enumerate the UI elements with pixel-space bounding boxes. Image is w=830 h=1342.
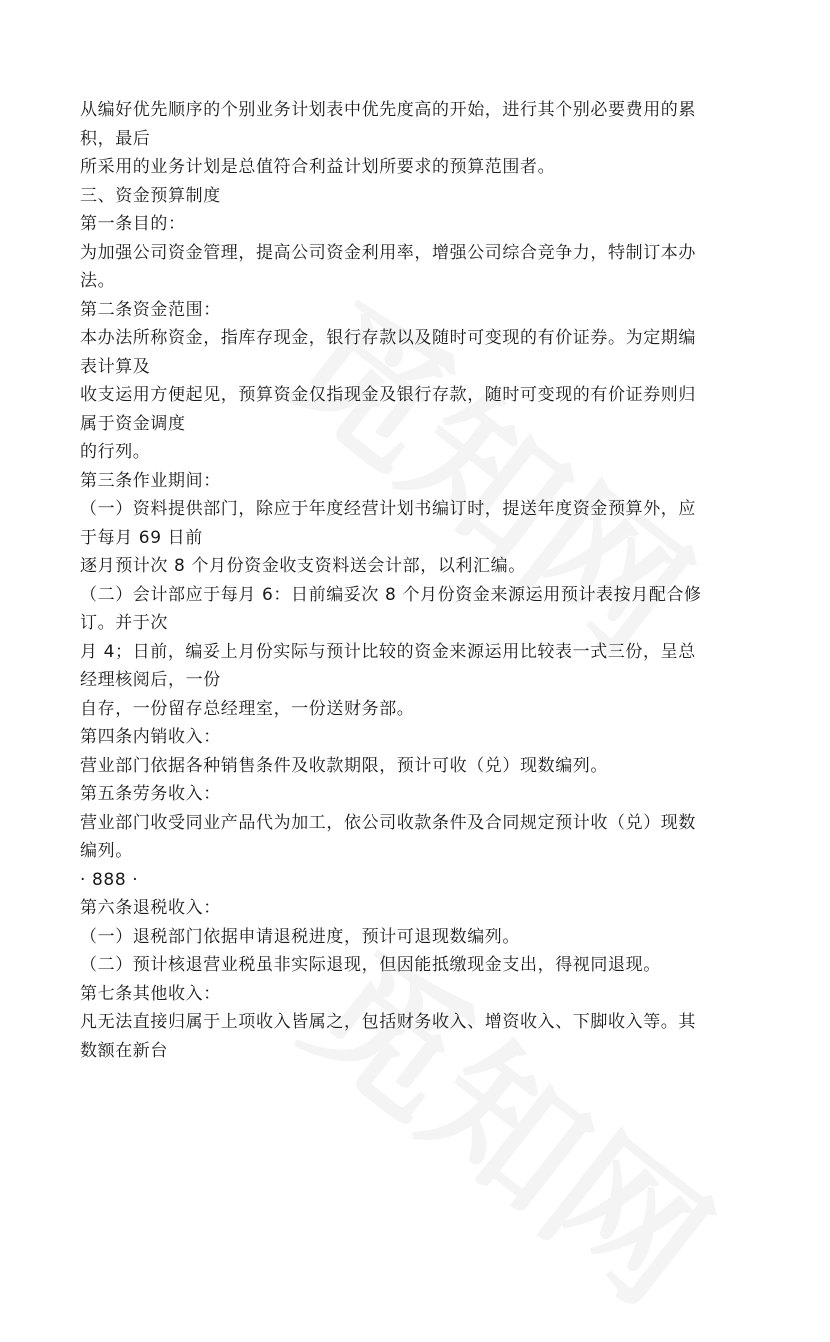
text-line: 为加强公司资金管理，提高公司资金利用率，增强公司综合竞争力，特制订本办 (80, 242, 696, 263)
article-heading: 第五条劳务收入： (80, 784, 221, 804)
article-heading: 第六条退税收入： (80, 898, 221, 918)
text-line: 凡无法直接归属于上项收入皆属之，包括财务收入、增资收入、下脚收入等。其 (80, 1012, 696, 1032)
text-line: 所采用的业务计划是总值符合利益计划所要求的预算范围者。 (80, 157, 556, 177)
text-line: 表计算及 (80, 356, 151, 377)
text-line: 法。 (80, 271, 116, 291)
text-line: 经理核阅后，一份 (80, 670, 221, 690)
text-line: 逐月预计次 8 个月份资金收支资料送会计部，以利汇编。 (80, 556, 526, 576)
text-line: 数额在新台 (80, 1040, 168, 1061)
article-heading: 第四条内销收入： (80, 727, 221, 747)
article-heading: 第三条作业期间： (80, 470, 221, 491)
text-line: 属于资金调度 (80, 413, 186, 434)
document-body (80, 96, 760, 1065)
article-heading: 第二条资金范围： (80, 299, 221, 320)
text-line: 营业部门依据各种销售条件及收款期限，预计可收（兑）现数编列。 (80, 755, 608, 776)
text-line: （二）预计核退营业税虽非实际退现，但因能抵缴现金支出，得视同退现。 (80, 955, 661, 975)
page-number: · 888 · (80, 869, 139, 890)
text-line: 月 4；日前，编妥上月份实际与预计比较的资金来源运用比较表一式三份，呈总 (80, 641, 696, 662)
text-line: 编列。 (80, 841, 133, 861)
text-line: 于每月 69 日前 (80, 527, 203, 548)
text-line: （一）资料提供部门，除应于年度经营计划书编订时，提送年度资金预算外，应 (80, 499, 696, 519)
article-heading: 第一条目的： (80, 214, 186, 234)
section-heading: 三、资金预算制度 (80, 185, 221, 206)
text-line: 本办法所称资金，指库存现金，银行存款以及随时可变现的有价证券。为定期编 (80, 328, 696, 348)
text-line: 收支运用方便起见，预算资金仅指现金及银行存款，随时可变现的有价证券则归 (80, 385, 696, 405)
article-heading: 第七条其他收入： (80, 983, 221, 1004)
text-line: 营业部门收受同业产品代为加工，依公司收款条件及合同规定预计收（兑）现数 (80, 812, 696, 833)
text-line: 的行列。 (80, 442, 151, 462)
text-line: 积，最后 (80, 128, 151, 149)
text-line: 订。并于次 (80, 613, 168, 633)
text-line: 从编好优先顺序的个别业务计划表中优先度高的开始，进行其个别必要费用的累 (80, 100, 696, 120)
text-line: （一）退税部门依据申请退税进度，预计可退现数编列。 (80, 926, 520, 947)
text-line: （二）会计部应于每月 6：日前编妥次 8 个月份资金来源运用预计表按月配合修 (80, 584, 702, 605)
text-line: 自存，一份留存总经理室，一份送财务部。 (80, 698, 415, 719)
